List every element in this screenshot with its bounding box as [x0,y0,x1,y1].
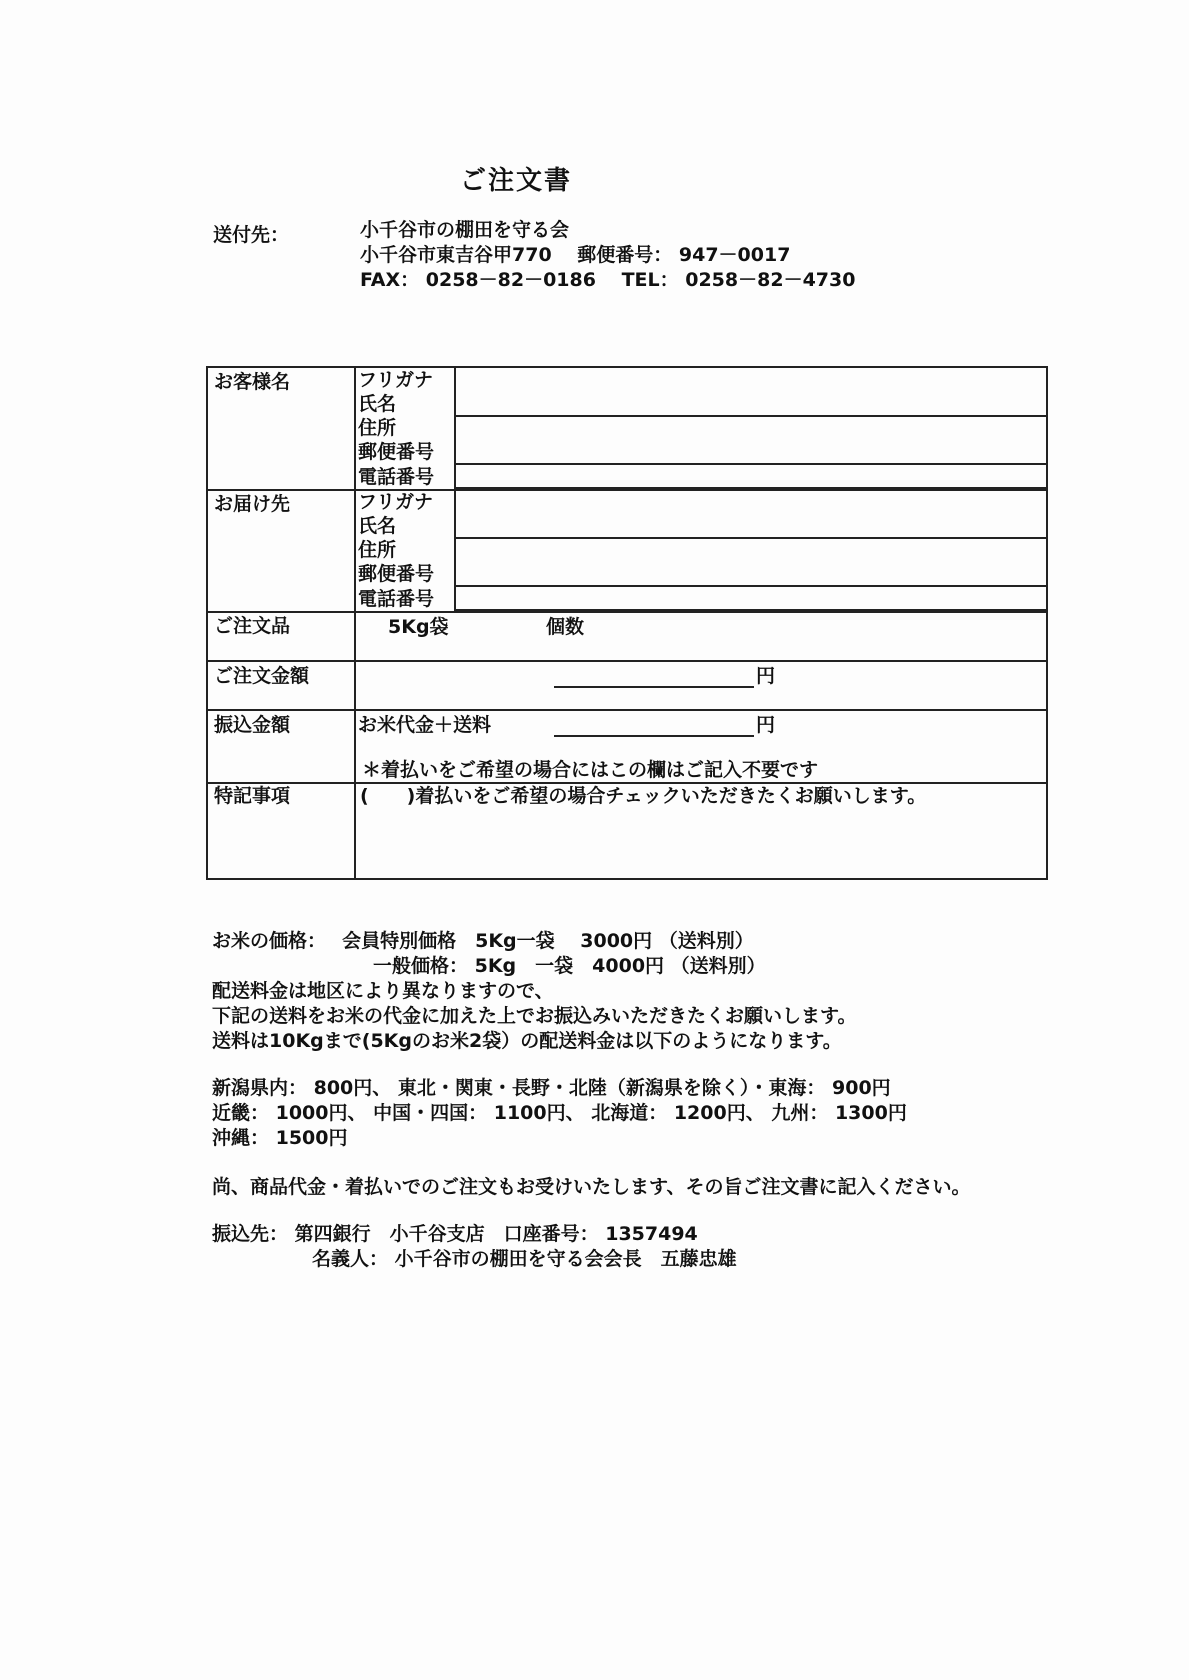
send-to-label: 送付先： [213,224,290,246]
customer-postal-label: 郵便番号 [358,441,435,463]
price-line-general: 一般価格： 5Kg 一袋 4000円 （送料別） [373,955,766,977]
send-to-contact: FAX： 0258－82－0186 TEL： 0258－82－4730 [360,269,856,291]
customer-name-label: 氏名 [358,393,397,415]
shipping-rates-2: 近畿： 1000円、 中国・四国： 1100円、 北海道： 1200円、 九州： 1300円 [212,1102,907,1124]
send-to-address: 小千谷市東吉谷甲770 郵便番号： 947－0017 [360,244,791,266]
customer-phone-field[interactable] [458,465,1046,487]
transfer-amount-note: ＊着払いをご希望の場合にはこの欄はご記入不要です [362,759,819,781]
product-qty-label: 個数 [546,616,585,638]
order-form [206,366,1048,880]
delivery-phone-label: 電話番号 [358,588,435,610]
customer-section-label: お客様名 [214,371,291,393]
transfer-amount-sublabel: お米代金＋送料 [358,714,492,736]
order-amount-yen: 円 [756,665,776,687]
customer-phone-label: 電話番号 [358,466,435,488]
delivery-section-label: お届け先 [214,493,291,515]
transfer-amount-label: 振込金額 [214,714,291,736]
delivery-postal-label: 郵便番号 [358,563,435,585]
delivery-address-field[interactable] [458,539,1046,584]
delivery-name-label: 氏名 [358,515,397,537]
delivery-furigana-label: フリガナ [358,491,434,513]
delivery-address-label: 住所 [358,539,397,561]
transfer-amount-field[interactable] [554,735,754,737]
product-label: ご注文品 [214,615,291,637]
send-to-block [360,218,855,293]
price-line-member: お米の価格： 会員特別価格 5Kg一袋 3000円 （送料別） [212,930,754,952]
customer-furigana-label: フリガナ [358,369,434,391]
customer-address-label: 住所 [358,417,397,439]
customer-name-field[interactable] [458,368,1046,414]
cod-note: 尚、商品代金・着払いでのご注文もお受けいたします、その旨ご注文書に記入ください。 [212,1176,971,1198]
section-line [208,611,1046,613]
section-line [208,660,1046,662]
quantity-field[interactable] [608,614,908,658]
account-holder: 名義人： 小千谷市の棚田を守る会会長 五藤忠雄 [312,1248,737,1270]
col-divider-1 [354,368,356,878]
page-title: ご注文書 [460,166,573,196]
bank-info: 振込先： 第四銀行 小千谷支店 口座番号： 1357494 [212,1223,698,1245]
shipping-note-2: 下記の送料をお米の代金に加えた上でお振込みいただきたくお願いします。 [212,1005,857,1027]
delivery-name-field[interactable] [458,491,1046,536]
remarks-label: 特記事項 [214,785,291,807]
order-amount-field[interactable] [554,686,754,688]
customer-address-field[interactable] [458,417,1046,462]
send-to-org: 小千谷市の棚田を守る会 [360,219,570,241]
shipping-rates-1: 新潟県内： 800円、 東北・関東・長野・北陸（新潟県を除く）・東海： 900円 [212,1077,891,1099]
cod-checkbox-text[interactable]: ( )着払いをご希望の場合チェックいただきたくお願いします。 [360,785,927,807]
order-amount-label: ご注文金額 [214,665,310,687]
product-item: 5Kg袋 [388,616,449,638]
shipping-rates-3: 沖縄： 1500円 [212,1127,348,1149]
section-line [208,709,1046,711]
transfer-amount-yen: 円 [756,714,776,736]
shipping-note-1: 配送料金は地区により異なりますので、 [212,980,554,1002]
delivery-phone-field[interactable] [458,587,1046,609]
shipping-note-3: 送料は10Kgまで(5Kgのお米2袋）の配送料金は以下のようになります。 [212,1030,842,1052]
